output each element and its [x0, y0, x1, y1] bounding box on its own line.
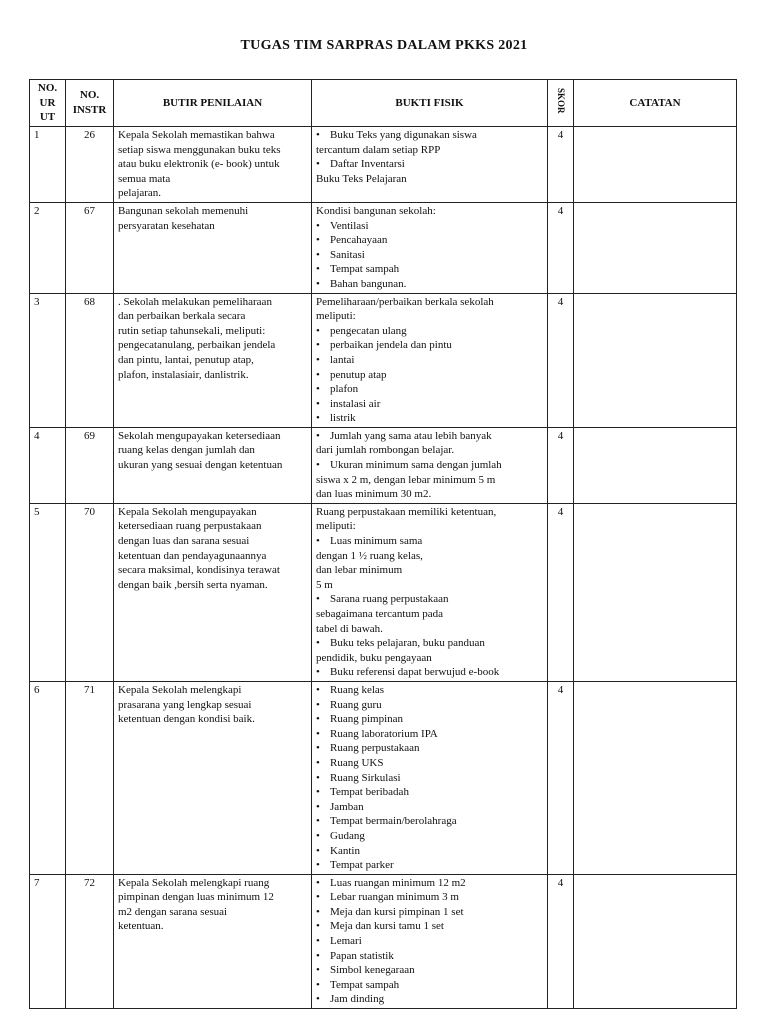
- row-bukti-fisik: [312, 681, 548, 874]
- table-row: [30, 293, 737, 427]
- butir-line: dan pintu, lantai, penutup atap,: [118, 353, 254, 366]
- butir-line: . Sekolah melakukan pemeliharaan: [118, 295, 272, 308]
- row-instr-number: 69: [66, 427, 114, 503]
- bukti-line: Buku Teks Pelajaran: [316, 172, 407, 185]
- table-header-row: [30, 80, 737, 127]
- document-title: TUGAS TIM SARPRAS DALAM PKKS 2021: [240, 38, 528, 53]
- bukti-bullet-item: • instalasi air: [316, 397, 543, 412]
- bukti-bullet-item: • Jamban: [316, 800, 543, 815]
- header-no-urut: NO. UR UT: [30, 80, 66, 127]
- bukti-line: tercantum dalam setiap RPP: [316, 143, 441, 156]
- butir-line: Bangunan sekolah memenuhi: [118, 204, 249, 217]
- butir-line: pimpinan dengan luas minimum 12: [118, 891, 274, 904]
- butir-line: pengecatanulang, perbaikan jendela: [118, 339, 276, 352]
- bukti-bullet-item: • Buku teks pelajaran, buku panduan: [316, 636, 543, 651]
- bukti-bullet-item: • Simbol kenegaraan: [316, 963, 543, 978]
- butir-line: prasarana yang lengkap sesuai: [118, 698, 252, 711]
- butir-line: dengan luas dan sarana sesuai: [118, 535, 250, 548]
- bukti-bullet-item: • Bahan bangunan.: [316, 277, 543, 292]
- bukti-line: Kondisi bangunan sekolah:: [316, 204, 436, 217]
- bukti-bullet-item: • Buku Teks yang digunakan siswa: [316, 128, 543, 143]
- row-catatan: [574, 503, 737, 681]
- row-instr-number: 68: [66, 293, 114, 427]
- butir-line: ketersediaan ruang perpustakaan: [118, 520, 262, 533]
- row-skor: 4: [548, 202, 574, 293]
- bukti-bullet-item: • Gudang: [316, 829, 543, 844]
- row-skor: 4: [548, 681, 574, 874]
- bukti-bullet-item: • Ventilasi: [316, 219, 543, 234]
- bukti-bullet-item: • penutup atap: [316, 368, 543, 383]
- row-bukti-fisik: [312, 874, 548, 1008]
- bukti-bullet-item: • perbaikan jendela dan pintu: [316, 338, 543, 353]
- butir-line: dan perbaikan berkala secara: [118, 310, 246, 323]
- bukti-bullet-item: • Lebar ruangan minimum 3 m: [316, 890, 543, 905]
- row-butir-penilaian: [114, 293, 312, 427]
- butir-line: plafon, instalasiair, danlistrik.: [118, 368, 249, 381]
- butir-line: ketentuan dan pendayagunaannya: [118, 549, 267, 562]
- bukti-line: dari jumlah rombongan belajar.: [316, 444, 455, 457]
- bukti-line: sebagaimana tercantum pada: [316, 608, 444, 620]
- table-row: [30, 874, 737, 1008]
- butir-line: atau buku elektronik (e- book) untuk: [118, 158, 280, 171]
- bukti-bullet-item: • Sarana ruang perpustakaan: [316, 592, 543, 607]
- bukti-bullet-item: • listrik: [316, 411, 543, 426]
- row-instr-number: 26: [66, 127, 114, 203]
- row-bukti-fisik: [312, 202, 548, 293]
- butir-line: pelajaran.: [118, 187, 162, 200]
- butir-line: persyaratan kesehatan: [118, 219, 215, 232]
- row-catatan: [574, 427, 737, 503]
- bukti-bullet-item: • pengecatan ulang: [316, 324, 543, 339]
- butir-line: Kepala Sekolah melengkapi: [118, 683, 242, 696]
- row-butir-penilaian: [114, 681, 312, 874]
- bukti-line: siswa x 2 m, dengan lebar minimum 5 m: [316, 473, 496, 486]
- row-catatan: [574, 293, 737, 427]
- bukti-bullet-item: • Tempat sampah: [316, 978, 543, 993]
- butir-line: secara maksimal, kondisinya terawat: [118, 564, 280, 577]
- row-butir-penilaian: [114, 874, 312, 1008]
- butir-line: Kepala Sekolah memastikan bahwa: [118, 129, 275, 141]
- header-no-instr: NO. INSTR: [66, 80, 114, 127]
- row-bukti-fisik: [312, 427, 548, 503]
- bukti-bullet-item: • Ruang kelas: [316, 683, 543, 698]
- row-skor: 4: [548, 127, 574, 203]
- bukti-bullet-item: • Meja dan kursi tamu 1 set: [316, 919, 543, 934]
- header-butir-penilaian: BUTIR PENILAIAN: [114, 80, 312, 127]
- row-bukti-fisik: [312, 503, 548, 681]
- row-skor: 4: [548, 293, 574, 427]
- bukti-line: pendidik, buku pengayaan: [316, 651, 432, 664]
- bukti-bullet-item: • Luas minimum sama: [316, 534, 543, 549]
- bukti-bullet-item: • Tempat bermain/berolahraga: [316, 814, 543, 829]
- table-row: [30, 681, 737, 874]
- butir-line: ruang kelas dengan jumlah dan: [118, 444, 255, 457]
- bukti-line: dengan 1 ½ ruang kelas,: [316, 549, 423, 562]
- bukti-bullet-item: • Jumlah yang sama atau lebih banyak: [316, 429, 543, 444]
- bukti-line: dan lebar minimum: [316, 564, 403, 577]
- row-number: 4: [30, 427, 66, 503]
- bukti-line: tabel di bawah.: [316, 622, 383, 635]
- butir-line: ukuran yang sesuai dengan ketentuan: [118, 459, 283, 472]
- butir-line: Sekolah mengupayakan ketersediaan: [118, 429, 281, 442]
- butir-line: m2 dengan sarana sesuai: [118, 905, 228, 918]
- table-row: [30, 202, 737, 293]
- bukti-bullet-item: • Meja dan kursi pimpinan 1 set: [316, 905, 543, 920]
- butir-line: rutin setiap tahunsekali, meliputi:: [118, 324, 266, 337]
- bukti-bullet-item: • Ruang UKS: [316, 756, 543, 771]
- bukti-bullet-item: • Lemari: [316, 934, 543, 949]
- bukti-line: 5 m: [316, 578, 333, 591]
- row-skor: 4: [548, 874, 574, 1008]
- bukti-bullet-item: • Tempat parker: [316, 858, 543, 873]
- row-number: 1: [30, 127, 66, 203]
- row-butir-penilaian: [114, 427, 312, 503]
- bukti-line: dan luas minimum 30 m2.: [316, 488, 432, 501]
- butir-line: dengan baik ,bersih serta nyaman.: [118, 578, 268, 591]
- row-instr-number: 72: [66, 874, 114, 1008]
- bukti-bullet-item: • Kantin: [316, 844, 543, 859]
- bukti-bullet-item: • Jam dinding: [316, 992, 543, 1007]
- assessment-table: [29, 79, 737, 1009]
- bukti-bullet-item: • Daftar Inventarsi: [316, 157, 543, 172]
- butir-line: Kepala Sekolah melengkapi ruang: [118, 876, 270, 889]
- bukti-bullet-item: • Luas ruangan minimum 12 m2: [316, 876, 543, 891]
- butir-line: setiap siswa menggunakan buku teks: [118, 143, 281, 156]
- bukti-line: Pemeliharaan/perbaikan berkala sekolah: [316, 295, 494, 308]
- bukti-bullet-item: • Tempat beribadah: [316, 785, 543, 800]
- bukti-bullet-item: • Ruang Sirkulasi: [316, 771, 543, 786]
- row-skor: 4: [548, 503, 574, 681]
- header-bukti-fisik: BUKTI FISIK: [312, 80, 548, 127]
- bukti-bullet-item: • Ruang pimpinan: [316, 712, 543, 727]
- bukti-bullet-item: • Papan statistik: [316, 949, 543, 964]
- row-instr-number: 71: [66, 681, 114, 874]
- row-number: 3: [30, 293, 66, 427]
- table-body: [30, 127, 737, 1009]
- table-row: [30, 427, 737, 503]
- row-number: 2: [30, 202, 66, 293]
- bukti-bullet-item: • Ruang perpustakaan: [316, 741, 543, 756]
- bukti-bullet-item: • Ruang guru: [316, 698, 543, 713]
- bukti-line: meliputi:: [316, 310, 356, 323]
- butir-line: semua mata: [118, 172, 171, 185]
- header-skor: SKOR: [548, 80, 574, 127]
- row-butir-penilaian: [114, 202, 312, 293]
- bukti-bullet-item: • Sanitasi: [316, 248, 543, 263]
- bukti-bullet-item: • plafon: [316, 382, 543, 397]
- bukti-bullet-item: • Ukuran minimum sama dengan jumlah: [316, 458, 543, 473]
- row-skor: 4: [548, 427, 574, 503]
- row-butir-penilaian: [114, 127, 312, 203]
- table-row: [30, 127, 737, 203]
- row-number: 6: [30, 681, 66, 874]
- bukti-bullet-item: • lantai: [316, 353, 543, 368]
- row-bukti-fisik: [312, 293, 548, 427]
- bukti-line: Ruang perpustakaan memiliki ketentuan,: [316, 505, 497, 518]
- bukti-bullet-item: • Tempat sampah: [316, 262, 543, 277]
- bukti-bullet-item: • Buku referensi dapat berwujud e-book: [316, 665, 543, 680]
- butir-line: ketentuan.: [118, 920, 164, 933]
- butir-line: Kepala Sekolah mengupayakan: [118, 505, 257, 518]
- butir-line: ketentuan dengan kondisi baik.: [118, 713, 255, 726]
- table-row: [30, 503, 737, 681]
- row-catatan: [574, 202, 737, 293]
- bukti-bullet-item: • Pencahayaan: [316, 233, 543, 248]
- row-butir-penilaian: [114, 503, 312, 681]
- row-number: 7: [30, 874, 66, 1008]
- row-bukti-fisik: [312, 127, 548, 203]
- row-number: 5: [30, 503, 66, 681]
- row-instr-number: 67: [66, 202, 114, 293]
- bukti-bullet-item: • Ruang laboratorium IPA: [316, 727, 543, 742]
- row-catatan: [574, 127, 737, 203]
- bukti-line: meliputi:: [316, 520, 356, 533]
- header-catatan: CATATAN: [574, 80, 737, 127]
- row-catatan: [574, 681, 737, 874]
- row-instr-number: 70: [66, 503, 114, 681]
- row-catatan: [574, 874, 737, 1008]
